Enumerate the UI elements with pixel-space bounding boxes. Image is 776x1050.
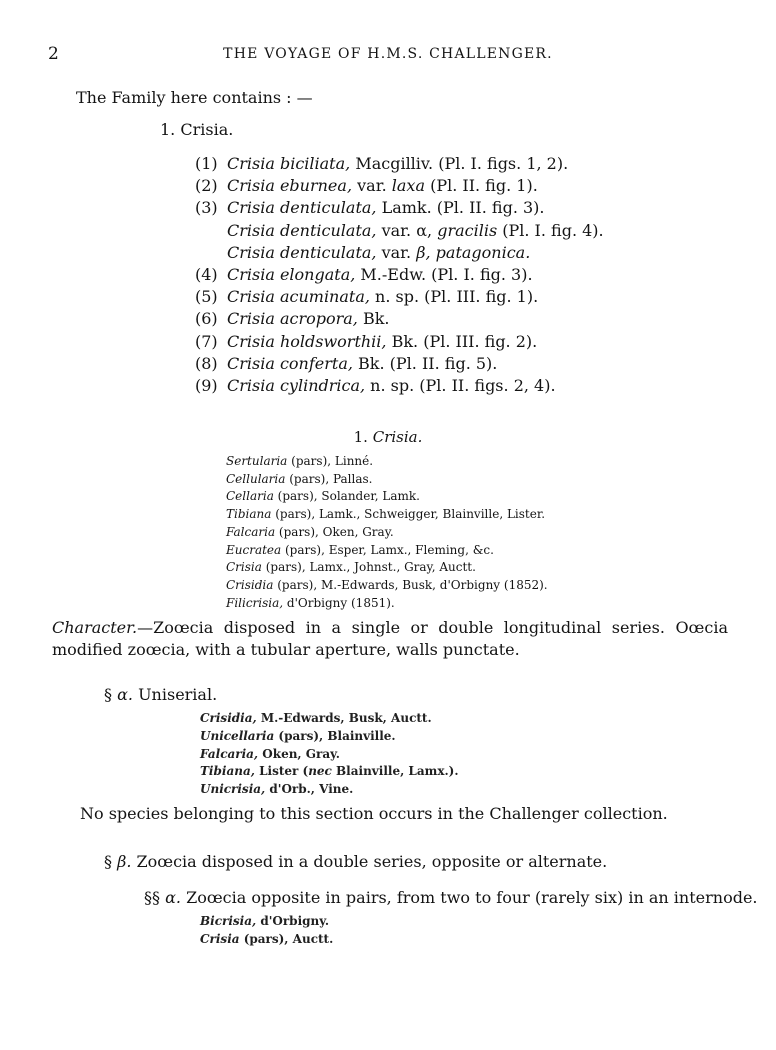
species-number: (1) [195, 154, 218, 173]
synonym-entry [200, 728, 396, 746]
species-citation: Bk. (Pl. II. fig. 5). [352, 353, 498, 373]
species-entry [227, 242, 530, 264]
synonym-entry [226, 595, 395, 613]
greek-letter: α. [117, 685, 133, 704]
synonym-name: Tibiana, [200, 764, 255, 779]
synonym-authority: (pars), M.-Edwards, Busk, d'Orbigny (1852). [273, 577, 548, 592]
synonym-entry [226, 506, 545, 524]
synonym-name: Tibiana [226, 507, 272, 522]
species-entry [195, 264, 533, 286]
species-reference: (Pl. II. fig. 1). [424, 176, 538, 196]
section-heading-name: Crisia. [372, 428, 423, 446]
synonym-authority: (pars), Linné. [287, 454, 374, 468]
greek-letter: α. [165, 888, 181, 907]
synonym-entry [226, 471, 372, 489]
synonym-name: Cellaria [226, 489, 274, 504]
synonym-authority: (pars), Auctt. [239, 932, 334, 946]
synonym-name: Falcaria, [200, 746, 259, 761]
character-text: —Zoœcia disposed in a single or double longitudinal series. Oœcia modified zoœcia, with a tubular aperture, walls punctate. [52, 618, 728, 659]
species-number: (7) [195, 331, 218, 351]
genus-list-heading-text: 1. Crisia. [160, 120, 234, 139]
species-name: Crisia denticulata, [227, 220, 377, 240]
species-number: (6) [195, 309, 218, 329]
synonym-authority: M.-Edwards, Busk, Auctt. [256, 711, 432, 725]
species-name: Crisia acuminata, [227, 287, 370, 307]
species-name: Crisia acropora, [227, 309, 358, 329]
synonym-authority: Oken, Gray. [258, 746, 340, 761]
subsection-title: Zoœcia opposite in pairs, from two to four (rarely six) in an internode. [180, 888, 758, 907]
intro-line: The Family here contains : — [76, 88, 313, 107]
greek-letter: β. [117, 852, 132, 871]
species-name: Crisia biciliata, [227, 154, 351, 173]
species-name: Crisia denticulata, [227, 242, 377, 262]
synonym-entry [226, 524, 394, 542]
synonym-entry [200, 912, 329, 930]
species-entry [195, 286, 538, 308]
species-citation: Bk. [357, 309, 390, 329]
synonym-entry [226, 488, 420, 506]
section-heading-num: 1. [353, 428, 368, 446]
synonym-name: Crisia [226, 560, 262, 575]
species-entry [227, 220, 604, 242]
synonym-authority: (pars), Lamk., Schweigger, Blainville, Lister. [271, 507, 546, 522]
synonym-entry [200, 763, 459, 781]
synonym-authority: d'Orbigny. [256, 914, 330, 928]
subsubsection-alpha-heading [144, 888, 758, 907]
synonym-authority: (pars), Solander, Lamk. [273, 489, 420, 504]
subsection-title: Uniserial. [132, 685, 218, 704]
species-citation: n. sp. (Pl. III. fig. 1). [369, 287, 539, 307]
subsection-beta-heading [104, 852, 607, 871]
species-citation: var. α, [376, 220, 438, 240]
synonym-authority: (pars), Lamx., Johnst., Gray, Auctt. [261, 560, 476, 575]
species-name: Crisia elongata, [227, 265, 356, 284]
synonym-entry [226, 453, 373, 471]
synonym-authority: Lister ( [254, 764, 309, 779]
species-entry [195, 308, 390, 330]
synonym-authority: (pars), Pallas. [285, 471, 373, 486]
synonym-name: Sertularia [226, 454, 288, 468]
species-reference: (Pl. I. fig. 4). [497, 220, 604, 240]
synonym-name: Crisidia [226, 577, 274, 592]
synonym-entry [200, 746, 340, 764]
synonym-name: Eucratea [226, 542, 282, 557]
species-name: Crisia denticulata, [227, 198, 377, 218]
synonym-authority: (pars), Oken, Gray. [275, 524, 394, 539]
species-name: Crisia eburnea, [227, 176, 353, 196]
species-name: Crisia conferta, [227, 353, 353, 373]
synonym-entry [200, 710, 432, 728]
species-entry [195, 175, 538, 197]
synonym-name: Falcaria [226, 524, 276, 539]
synonym-authority: d'Orbigny (1851). [283, 595, 395, 610]
species-citation: M.-Edw. (Pl. I. fig. 3). [355, 265, 533, 284]
species-number: (2) [195, 176, 218, 196]
species-number: (9) [195, 376, 218, 395]
synonym-entry [200, 930, 333, 948]
species-name: Crisia holdsworthii, [227, 331, 387, 351]
page-number: 2 [48, 44, 59, 64]
running-title: THE VOYAGE OF H.M.S. CHALLENGER. [223, 46, 553, 62]
species-citation: Bk. (Pl. III. fig. 2). [386, 331, 538, 351]
species-entry [195, 153, 568, 175]
synonym-name: Crisia [200, 932, 240, 946]
variety-name: laxa [391, 176, 425, 196]
species-citation: Lamk. (Pl. II. fig. 3). [376, 198, 545, 218]
species-entry [195, 331, 537, 353]
synonym-entry [226, 559, 476, 577]
section-symbol: § [104, 685, 112, 704]
section-symbol: §§ [144, 888, 160, 907]
synonym-note: nec [308, 764, 332, 779]
species-entry [195, 197, 545, 219]
species-citation: var. [376, 242, 417, 262]
no-species-note: No species belonging to this section occurs in the Challenger collection. [80, 804, 668, 823]
species-citation: n. sp. (Pl. II. figs. 2, 4). [365, 376, 556, 395]
synonym-name: Crisidia, [200, 711, 257, 725]
subsection-title: Zoœcia disposed in a double series, opposite or alternate. [131, 852, 608, 871]
variety-name: gracilis [437, 220, 498, 240]
synonym-authority: Blainville, Lamx.). [331, 764, 459, 779]
synonym-authority: (pars), Esper, Lamx., Fleming, &c. [281, 542, 494, 557]
species-citation: Macgilliv. (Pl. I. figs. 1, 2). [350, 154, 569, 173]
species-citation: var. [352, 176, 392, 196]
synonym-authority: d'Orb., Vine. [265, 782, 354, 797]
subsection-alpha-heading [104, 685, 217, 704]
variety-name: β, patagonica. [416, 242, 531, 262]
genus-list-heading [160, 120, 233, 139]
species-entry [195, 375, 556, 397]
section-symbol: § [104, 852, 112, 871]
synonym-name: Cellularia [226, 471, 286, 486]
species-entry [195, 353, 497, 375]
species-number: (4) [195, 265, 218, 284]
synonym-name: Unicrisia, [200, 782, 266, 797]
synonym-authority: (pars), Blainville. [274, 728, 396, 743]
synonym-name: Bicrisia, [200, 914, 257, 928]
synonym-name: Filicrisia, [226, 595, 284, 610]
species-number: (5) [195, 287, 218, 307]
species-number: (8) [195, 353, 218, 373]
synonym-entry [200, 781, 353, 799]
character-label: Character. [52, 618, 138, 637]
synonym-entry [226, 577, 548, 595]
species-name: Crisia cylindrica, [227, 376, 366, 395]
synonym-entry [226, 542, 494, 560]
synonym-name: Unicellaria [200, 728, 275, 743]
species-number: (3) [195, 198, 218, 218]
section-heading [0, 428, 776, 446]
character-paragraph [52, 617, 728, 661]
